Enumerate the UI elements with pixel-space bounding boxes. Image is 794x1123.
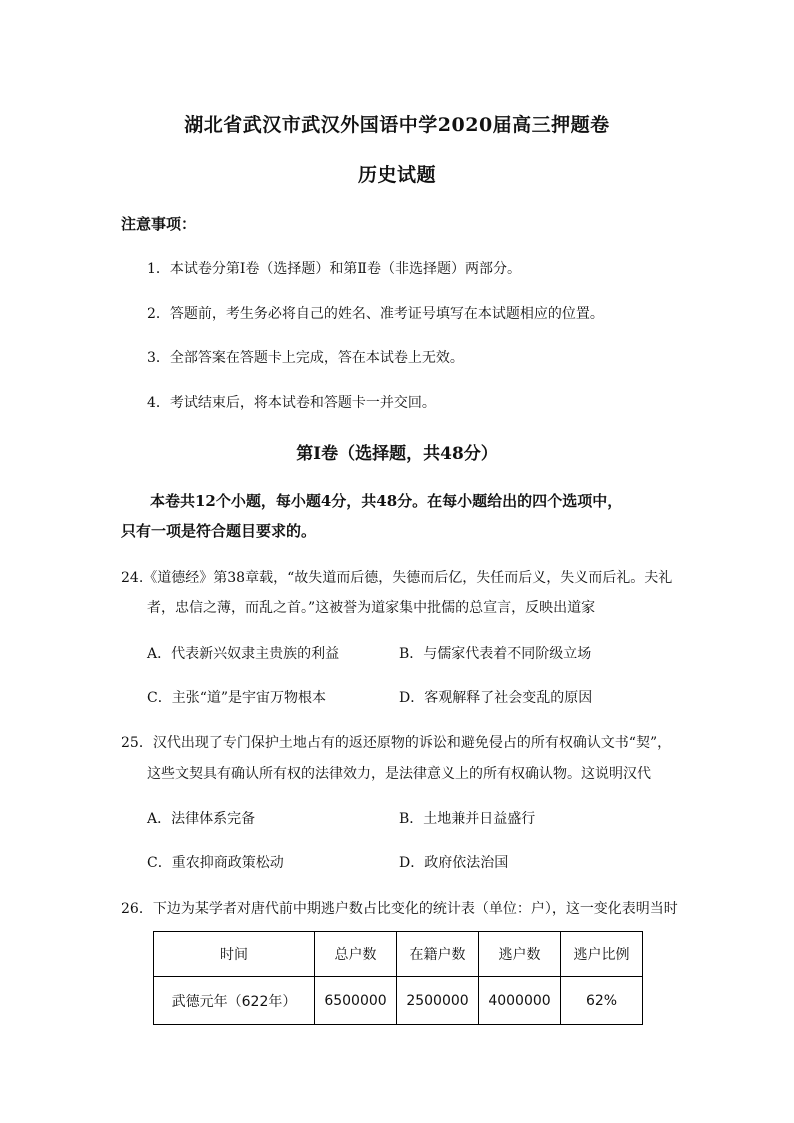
page-title: 湖北省武汉市武汉外国语中学2020届高三押题卷 (184, 114, 610, 136)
section-intro-line2: 只有一项是符合题目要求的。 (121, 522, 317, 540)
table-header-cell: 时间 (154, 932, 315, 977)
question-25-option-a[interactable]: A．法律体系完备 (147, 811, 256, 827)
table-cell: 4000000 (479, 977, 561, 1025)
question-24-option-a[interactable]: A．代表新兴奴隶主贵族的利益 (147, 646, 340, 662)
table-cell: 6500000 (315, 977, 397, 1025)
section-intro-line1: 本卷共12个小题，每小题4分，共48分。在每小题给出的四个选项中， (150, 492, 623, 510)
question-24-line1: 24.《道德经》第38章载，“故失道而后德，失德而后亿，失任而后义，失义而后礼。夫礼 (121, 570, 673, 586)
question-25-line2: 这些文契具有确认所有权的法律效力，是法律意义上的所有权确认物。这说明汉代 (147, 766, 651, 782)
table-cell: 62% (561, 977, 643, 1025)
question-24-option-c[interactable]: C．主张“道”是宇宙万物根本 (147, 690, 327, 706)
question-25-option-d[interactable]: D．政府依法治国 (399, 855, 509, 871)
question-24-line2: 者，忠信之薄，而乱之首。”这被誉为道家集中批儒的总宣言，反映出道家 (147, 600, 596, 616)
statistics-table (153, 931, 643, 1025)
notice-item: 1．本试卷分第Ⅰ卷（选择题）和第Ⅱ卷（非选择题）两部分。 (147, 261, 521, 277)
table-header-cell: 在籍户数 (397, 932, 479, 977)
table-header-cell: 总户数 (315, 932, 397, 977)
table-header-cell: 逃户数 (479, 932, 561, 977)
notice-item: 3．全部答案在答题卡上完成，答在本试卷上无效。 (147, 350, 464, 366)
question-25-option-c[interactable]: C．重农抑商政策松动 (147, 855, 284, 871)
notice-item: 2．答题前，考生务必将自己的姓名、准考证号填写在本试题相应的位置。 (147, 306, 604, 322)
question-24-option-d[interactable]: D．客观解释了社会变乱的原因 (399, 690, 593, 706)
question-24-option-b[interactable]: B．与儒家代表着不同阶级立场 (399, 646, 592, 662)
question-26-line1: 26．下边为某学者对唐代前中期逃户数占比变化的统计表（单位：户），这一变化表明当时 (121, 901, 678, 917)
notice-item: 4．考试结束后，将本试卷和答题卡一并交回。 (147, 395, 436, 411)
question-25-option-b[interactable]: B．土地兼并日益盛行 (399, 811, 536, 827)
question-25-line1: 25．汉代出现了专门保护土地占有的返还原物的诉讼和避免侵占的所有权确认文书“契”， (121, 735, 672, 751)
table-header-cell: 逃户比例 (561, 932, 643, 977)
table-cell: 武德元年（622年） (154, 977, 315, 1025)
section-title: 第Ⅰ卷（选择题，共48分） (296, 444, 498, 464)
table-header-row (154, 932, 643, 977)
page-subtitle: 历史试题 (357, 164, 436, 186)
table-cell: 2500000 (397, 977, 479, 1025)
table-row (154, 977, 643, 1025)
notice-heading: 注意事项： (121, 215, 197, 233)
